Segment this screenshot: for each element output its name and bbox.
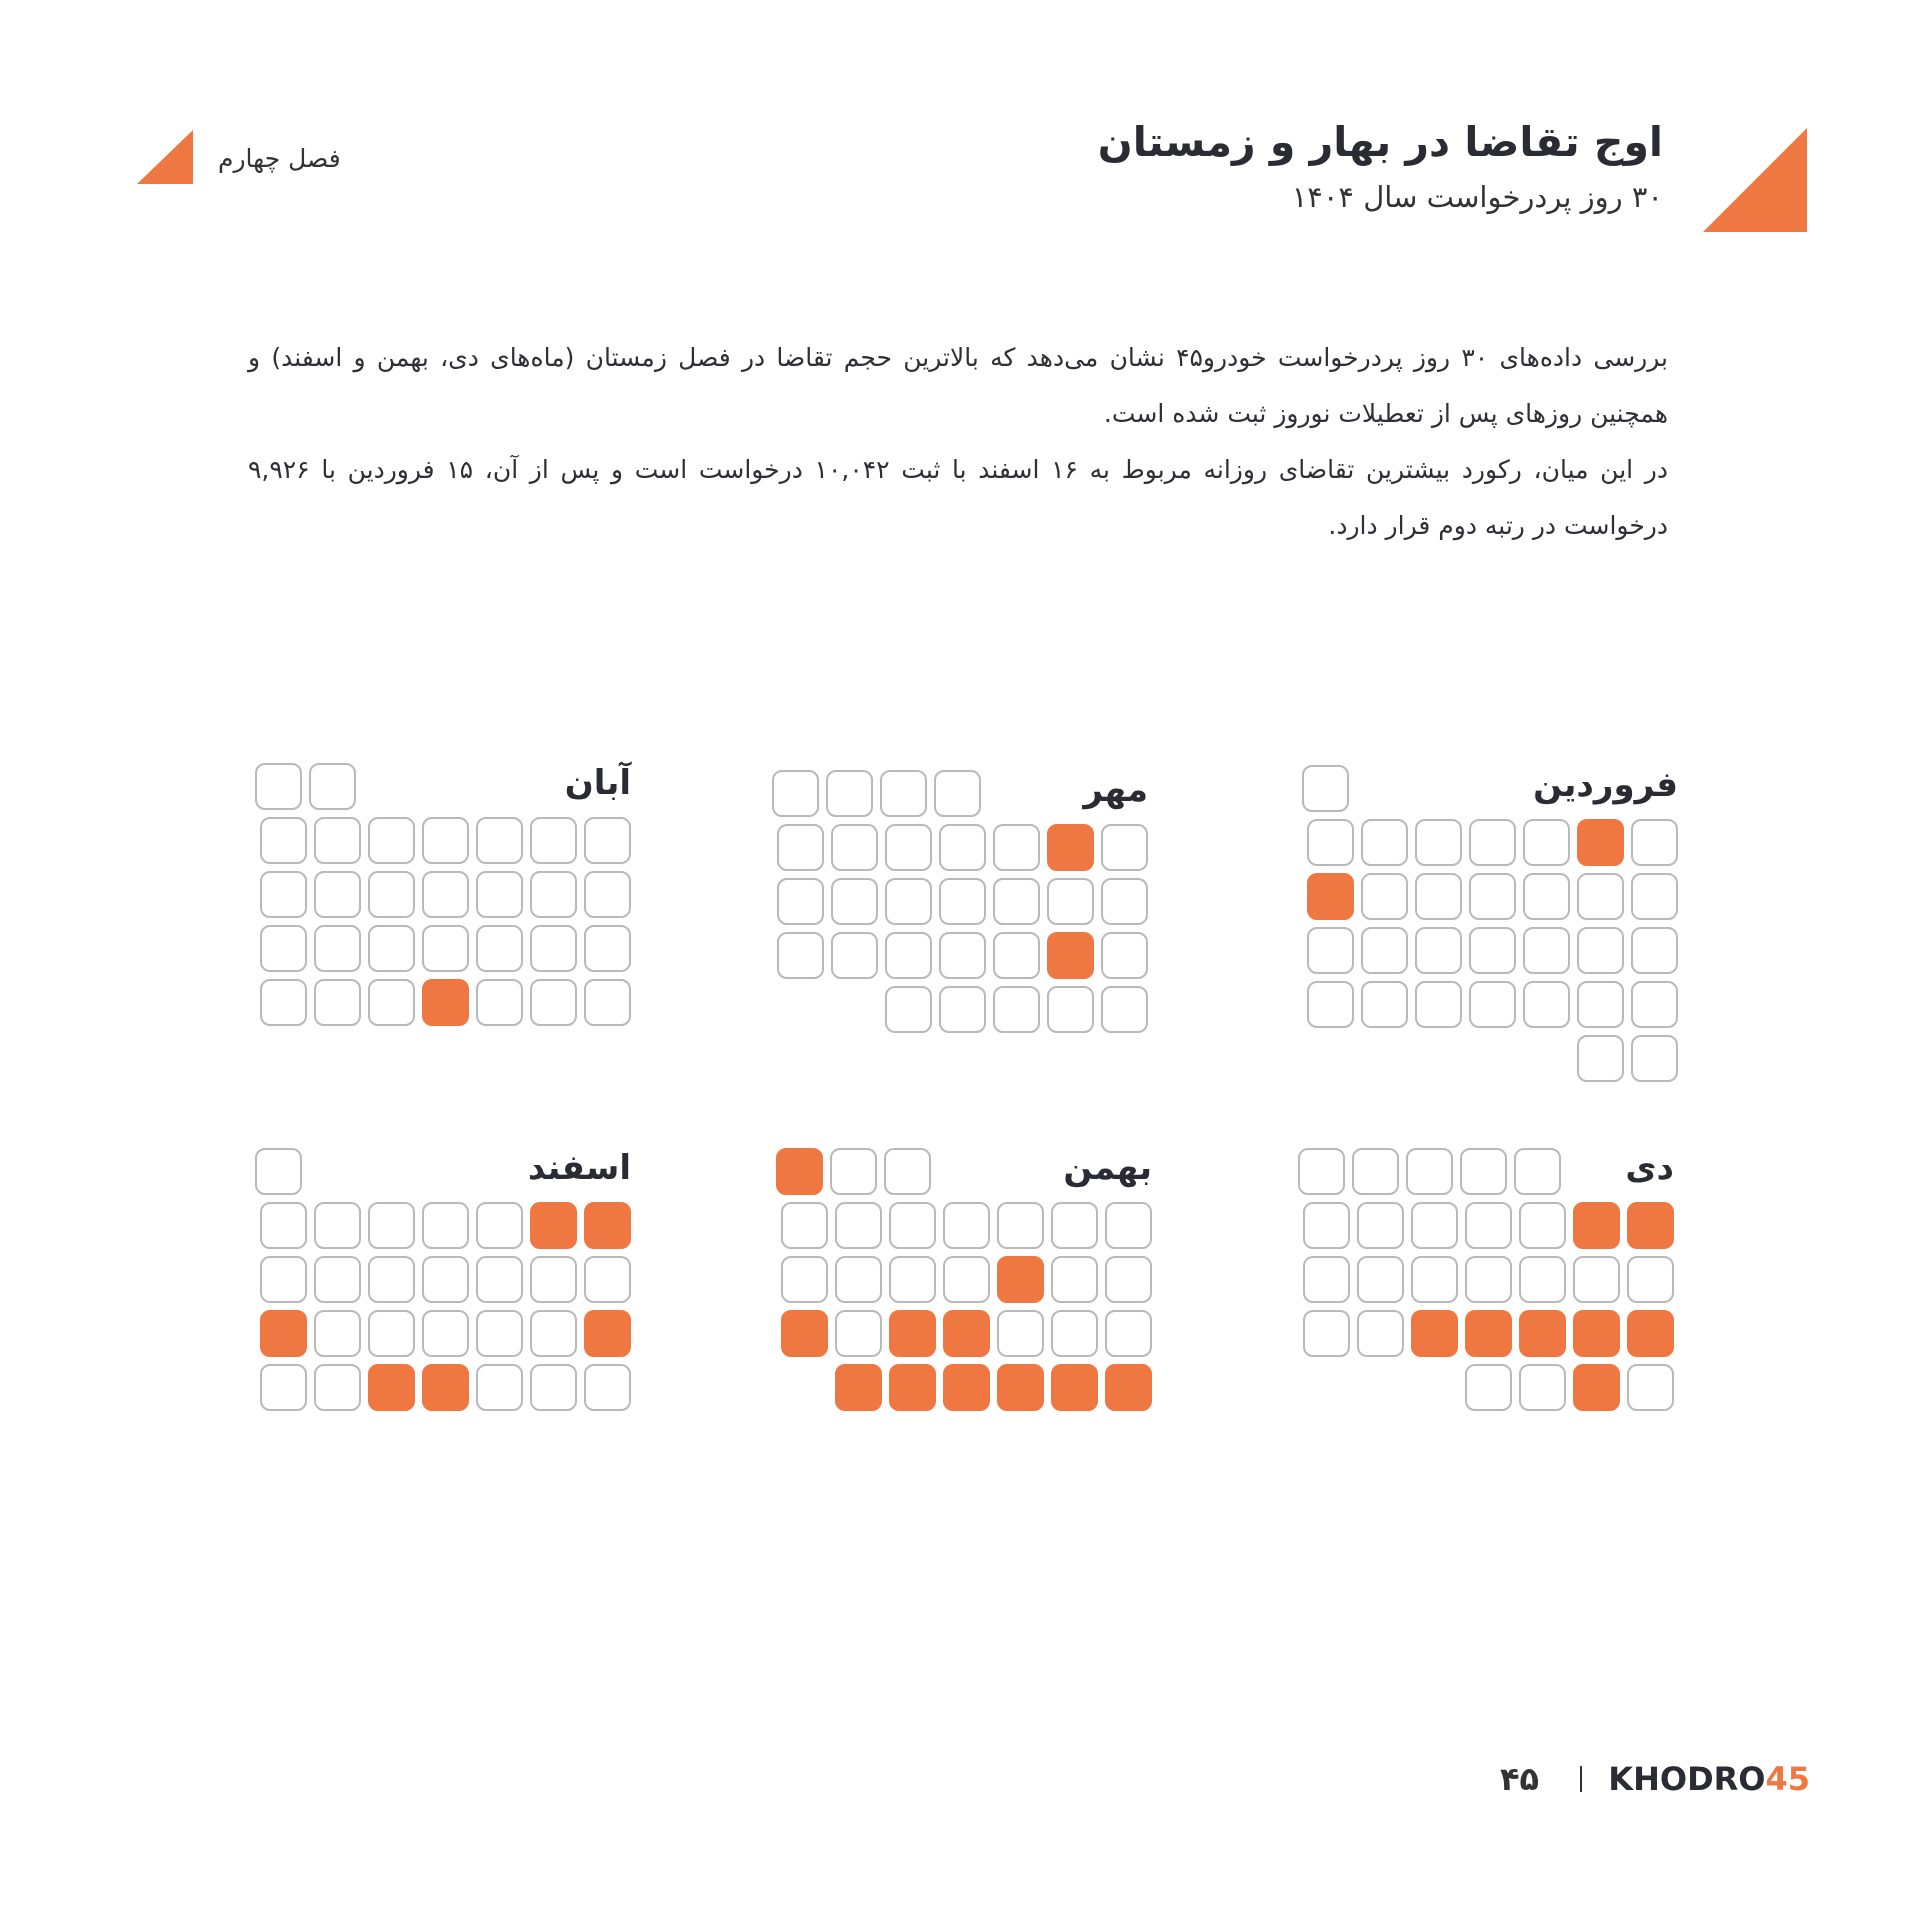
- intro-paragraph-2: در این میان، رکورد بیشترین تقاضای روزانه مربوط به ۱۶ اسفند با ثبت ۱۰,۰۴۲ درخواست است و پس از آن، ۱۵ فروردین با ۹,۹۲۶ درخواست در رتبه دوم قرار دارد.: [248, 455, 1668, 540]
- day-cell: [584, 925, 631, 972]
- day-cell: [1105, 1256, 1152, 1303]
- day-cell: [885, 824, 932, 871]
- calendar-grid: [1298, 1148, 1674, 1488]
- day-cell: [1101, 824, 1148, 871]
- day-cell: [777, 824, 824, 871]
- footer-separator: [1580, 1766, 1582, 1792]
- day-cell-highlighted: [260, 1310, 307, 1357]
- day-cell: [1361, 981, 1408, 1028]
- day-cell: [314, 1202, 361, 1249]
- page-title: اوج تقاضا در بهار و زمستان: [1097, 118, 1663, 166]
- day-cell: [831, 824, 878, 871]
- day-cell: [1361, 819, 1408, 866]
- day-cell: [1523, 873, 1570, 920]
- day-cell: [777, 932, 824, 979]
- day-cell-highlighted: [368, 1364, 415, 1411]
- day-cell: [1101, 878, 1148, 925]
- day-cell: [260, 979, 307, 1026]
- day-cell: [314, 925, 361, 972]
- day-cell: [1047, 986, 1094, 1033]
- day-cell: [934, 770, 981, 817]
- day-cell: [889, 1256, 936, 1303]
- day-cell: [1298, 1148, 1345, 1195]
- day-cell: [1523, 981, 1570, 1028]
- day-cell: [476, 979, 523, 1026]
- day-cell: [1415, 981, 1462, 1028]
- day-cell-highlighted: [422, 1364, 469, 1411]
- chapter-label: فصل چهارم: [218, 144, 341, 173]
- day-cell: [260, 871, 307, 918]
- day-cell: [993, 878, 1040, 925]
- day-cell: [1406, 1148, 1453, 1195]
- day-cell: [422, 1256, 469, 1303]
- day-cell: [530, 979, 577, 1026]
- calendar-aban: [255, 763, 631, 1053]
- day-cell: [1302, 765, 1349, 812]
- day-cell: [1101, 932, 1148, 979]
- month-title: اسفند: [527, 1148, 631, 1188]
- calendar-grid: [1302, 765, 1678, 1105]
- day-cell-highlighted: [1051, 1364, 1098, 1411]
- day-cell: [530, 1256, 577, 1303]
- day-cell: [1469, 873, 1516, 920]
- day-cell: [1361, 873, 1408, 920]
- day-cell-highlighted: [997, 1364, 1044, 1411]
- day-cell: [368, 925, 415, 972]
- day-cell: [368, 1202, 415, 1249]
- day-cell: [1519, 1256, 1566, 1303]
- day-cell: [1051, 1202, 1098, 1249]
- day-cell: [885, 878, 932, 925]
- day-cell-highlighted: [530, 1202, 577, 1249]
- day-cell: [1307, 819, 1354, 866]
- day-cell: [1357, 1202, 1404, 1249]
- day-cell: [1303, 1202, 1350, 1249]
- day-cell: [309, 763, 356, 810]
- day-cell: [1577, 927, 1624, 974]
- day-cell: [260, 925, 307, 972]
- day-cell-highlighted: [1573, 1364, 1620, 1411]
- day-cell: [993, 986, 1040, 1033]
- day-cell: [1469, 819, 1516, 866]
- day-cell: [476, 817, 523, 864]
- day-cell-highlighted: [943, 1310, 990, 1357]
- day-cell: [1469, 981, 1516, 1028]
- calendar-mehr: [772, 770, 1148, 1060]
- day-cell: [997, 1202, 1044, 1249]
- day-cell: [831, 932, 878, 979]
- day-cell: [781, 1202, 828, 1249]
- day-cell: [476, 1364, 523, 1411]
- intro-text: [248, 330, 1668, 554]
- day-cell-highlighted: [584, 1202, 631, 1249]
- day-cell: [422, 1310, 469, 1357]
- day-cell: [530, 1310, 577, 1357]
- day-cell: [255, 1148, 302, 1195]
- day-cell: [1357, 1256, 1404, 1303]
- day-cell: [476, 1310, 523, 1357]
- day-cell: [584, 871, 631, 918]
- day-cell: [1469, 927, 1516, 974]
- day-cell: [1101, 986, 1148, 1033]
- day-cell: [1047, 878, 1094, 925]
- day-cell-highlighted: [1307, 873, 1354, 920]
- day-cell: [939, 824, 986, 871]
- day-cell: [1573, 1256, 1620, 1303]
- day-cell: [314, 1256, 361, 1303]
- day-cell: [997, 1310, 1044, 1357]
- day-cell: [884, 1148, 931, 1195]
- day-cell: [530, 871, 577, 918]
- day-cell: [993, 932, 1040, 979]
- day-cell: [1523, 819, 1570, 866]
- day-cell: [422, 1202, 469, 1249]
- day-cell: [1631, 873, 1678, 920]
- day-cell: [1519, 1202, 1566, 1249]
- day-cell: [314, 871, 361, 918]
- day-cell: [1303, 1310, 1350, 1357]
- calendar-grid: [255, 763, 631, 1103]
- day-cell: [422, 817, 469, 864]
- day-cell: [1631, 819, 1678, 866]
- day-cell-highlighted: [1577, 819, 1624, 866]
- day-cell: [1627, 1256, 1674, 1303]
- day-cell-highlighted: [422, 979, 469, 1026]
- day-cell: [1415, 873, 1462, 920]
- day-cell-highlighted: [1047, 932, 1094, 979]
- page-number: ۴۵: [1500, 1760, 1540, 1798]
- day-cell: [943, 1202, 990, 1249]
- day-cell-highlighted: [997, 1256, 1044, 1303]
- day-cell: [885, 932, 932, 979]
- day-cell: [1465, 1256, 1512, 1303]
- day-cell-highlighted: [1627, 1310, 1674, 1357]
- day-cell: [939, 878, 986, 925]
- day-cell: [530, 817, 577, 864]
- day-cell-highlighted: [1411, 1310, 1458, 1357]
- day-cell: [1303, 1256, 1350, 1303]
- day-cell: [772, 770, 819, 817]
- day-cell: [476, 925, 523, 972]
- day-cell: [314, 817, 361, 864]
- day-cell-highlighted: [1047, 824, 1094, 871]
- day-cell-highlighted: [781, 1310, 828, 1357]
- day-cell: [1411, 1256, 1458, 1303]
- day-cell: [1514, 1148, 1561, 1195]
- day-cell-highlighted: [889, 1310, 936, 1357]
- day-cell: [1105, 1310, 1152, 1357]
- day-cell: [1357, 1310, 1404, 1357]
- day-cell: [835, 1256, 882, 1303]
- day-cell: [1631, 927, 1678, 974]
- intro-paragraph-1: بررسی داده‌های ۳۰ روز پردرخواست خودرو۴۵ نشان می‌دهد که بالاترین حجم تقاضا در فصل زمستان (ماه‌های دی، بهمن و اسفند) و همچنین روزهای پس از تعطیلات نوروز ثبت شده است.: [248, 343, 1668, 428]
- day-cell: [885, 986, 932, 1033]
- day-cell: [368, 1310, 415, 1357]
- day-cell: [1411, 1202, 1458, 1249]
- day-cell: [368, 979, 415, 1026]
- day-cell: [1465, 1202, 1512, 1249]
- day-cell: [1051, 1256, 1098, 1303]
- calendar-grid: [255, 1148, 631, 1488]
- day-cell: [1460, 1148, 1507, 1195]
- day-cell-highlighted: [1627, 1202, 1674, 1249]
- day-cell: [1105, 1202, 1152, 1249]
- day-cell-highlighted: [1573, 1202, 1620, 1249]
- day-cell-highlighted: [1465, 1310, 1512, 1357]
- day-cell: [835, 1310, 882, 1357]
- month-title: مهر: [1083, 770, 1148, 810]
- calendar-bahman: [776, 1148, 1152, 1438]
- day-cell: [781, 1256, 828, 1303]
- day-cell: [826, 770, 873, 817]
- calendar-dey: [1298, 1148, 1674, 1438]
- day-cell-highlighted: [584, 1310, 631, 1357]
- day-cell: [993, 824, 1040, 871]
- day-cell: [1307, 981, 1354, 1028]
- brand-logo: [1608, 1760, 1810, 1798]
- day-cell: [368, 817, 415, 864]
- day-cell: [1465, 1364, 1512, 1411]
- day-cell: [889, 1202, 936, 1249]
- day-cell: [1577, 981, 1624, 1028]
- day-cell: [1627, 1364, 1674, 1411]
- page-subtitle: ۳۰ روز پردرخواست سال ۱۴۰۴: [1291, 180, 1663, 214]
- day-cell: [530, 1364, 577, 1411]
- day-cell: [584, 979, 631, 1026]
- day-cell: [1361, 927, 1408, 974]
- day-cell: [422, 871, 469, 918]
- day-cell: [260, 1364, 307, 1411]
- day-cell: [1577, 873, 1624, 920]
- month-title: دی: [1625, 1148, 1674, 1188]
- day-cell: [255, 763, 302, 810]
- day-cell: [314, 1310, 361, 1357]
- day-cell: [831, 878, 878, 925]
- month-title: فروردین: [1533, 765, 1678, 805]
- corner-triangle-large: [1703, 128, 1807, 232]
- brand-main: KHODRO: [1608, 1760, 1766, 1798]
- day-cell-highlighted: [1105, 1364, 1152, 1411]
- corner-triangle-small: [137, 130, 193, 184]
- calendar-farvardin: [1302, 765, 1678, 1105]
- day-cell: [830, 1148, 877, 1195]
- day-cell-highlighted: [889, 1364, 936, 1411]
- day-cell: [422, 925, 469, 972]
- day-cell: [1352, 1148, 1399, 1195]
- day-cell: [939, 986, 986, 1033]
- day-cell: [314, 979, 361, 1026]
- day-cell: [1051, 1310, 1098, 1357]
- day-cell: [943, 1256, 990, 1303]
- day-cell: [584, 1256, 631, 1303]
- day-cell: [584, 1364, 631, 1411]
- day-cell: [1631, 1035, 1678, 1082]
- day-cell: [260, 1202, 307, 1249]
- calendar-grid: [772, 770, 1148, 1110]
- calendar-grid: [776, 1148, 1152, 1488]
- day-cell-highlighted: [1573, 1310, 1620, 1357]
- month-title: بهمن: [1063, 1148, 1152, 1188]
- day-cell: [1577, 1035, 1624, 1082]
- calendar-esfand: [255, 1148, 631, 1438]
- day-cell: [260, 817, 307, 864]
- day-cell: [476, 1202, 523, 1249]
- day-cell: [1631, 981, 1678, 1028]
- day-cell: [1519, 1364, 1566, 1411]
- day-cell: [835, 1202, 882, 1249]
- day-cell: [584, 817, 631, 864]
- day-cell: [368, 871, 415, 918]
- brand-accent: 45: [1765, 1760, 1810, 1798]
- day-cell: [939, 932, 986, 979]
- day-cell: [530, 925, 577, 972]
- day-cell-highlighted: [776, 1148, 823, 1195]
- day-cell: [777, 878, 824, 925]
- day-cell: [368, 1256, 415, 1303]
- day-cell: [314, 1364, 361, 1411]
- day-cell: [1415, 819, 1462, 866]
- day-cell-highlighted: [1519, 1310, 1566, 1357]
- day-cell: [476, 871, 523, 918]
- day-cell-highlighted: [835, 1364, 882, 1411]
- day-cell: [1523, 927, 1570, 974]
- day-cell: [1307, 927, 1354, 974]
- day-cell: [880, 770, 927, 817]
- day-cell-highlighted: [943, 1364, 990, 1411]
- day-cell: [476, 1256, 523, 1303]
- month-title: آبان: [564, 763, 631, 803]
- day-cell: [1415, 927, 1462, 974]
- day-cell: [260, 1256, 307, 1303]
- page-footer: [1480, 1760, 1810, 1810]
